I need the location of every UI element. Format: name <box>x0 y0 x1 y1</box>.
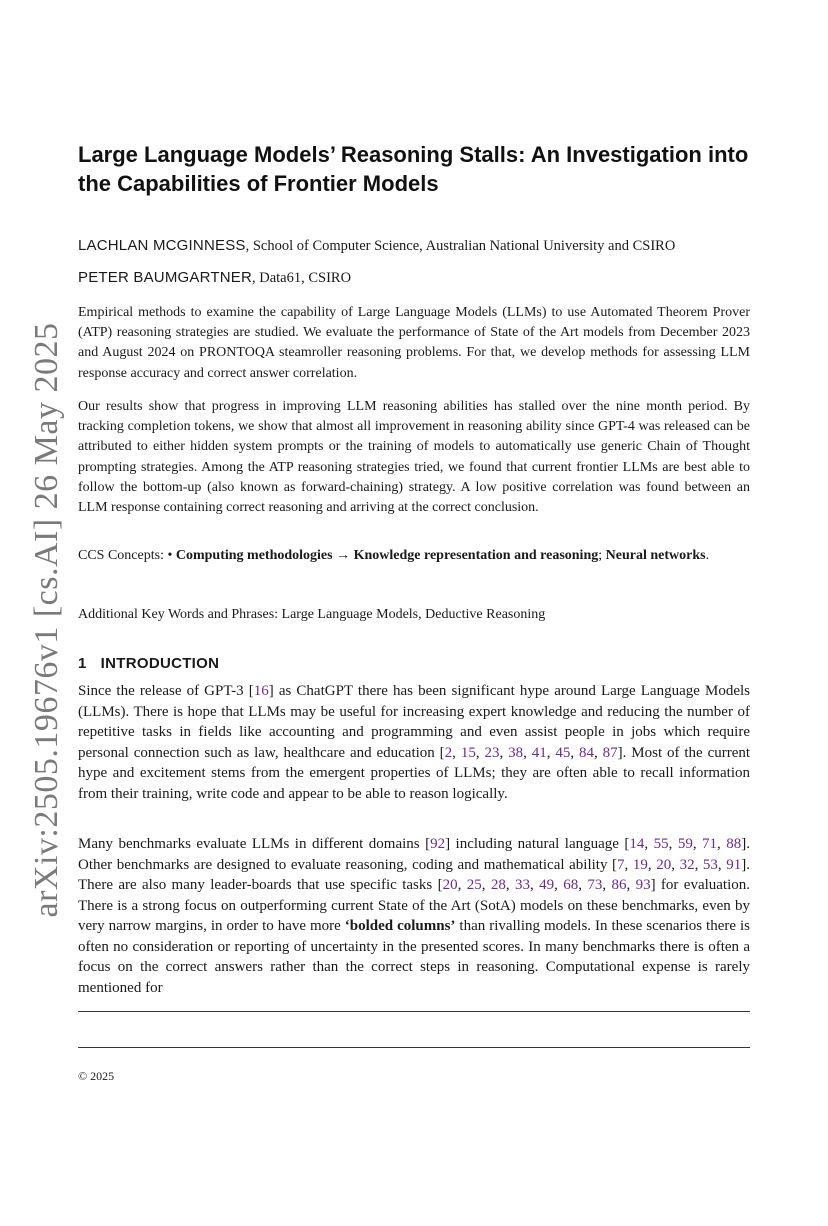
intro-paragraph: Many benchmarks evaluate LLMs in different domains [92] including natural language [14, 55, 59, 71, 88]. Other benchmarks are designed to evaluate reasoning, coding and mathematical ability [7, 19, 20, 32, 53, 91]. There are also many leader-boards that use specific tasks [20, 25, 28, 33, 49, 68, 73, 86, 93] for evaluation. There is a strong focus on outperforming current State of the Art (SotA) models on these benchmarks, even by very narrow margins, in order to have more ‘bolded columns’ than rivalling models. In these scenarios there is often no consideration or reporting of uncertainty in the presented scores. In many benchmarks there is often a focus on the correct answers rather than the correct steps in reasoning. Computational expense is rarely mentioned for <box>78 836 751 996</box>
citation-list: 7, 19, 20, 32, 53, 91 <box>617 856 742 873</box>
citation-list <box>430 836 445 852</box>
ccs-concept: Computing methodologies <box>175 548 333 563</box>
citation-link[interactable]: 59 <box>677 836 693 852</box>
ccs-concept: Knowledge representation and reasoning <box>353 548 599 563</box>
citation-list: 14, 55, 59, 71, 88 <box>629 836 742 852</box>
citation-link[interactable]: 16 <box>253 683 269 699</box>
author-name: PETER BAUMGARTNER <box>78 269 252 286</box>
citation-link[interactable]: 19 <box>632 856 648 873</box>
intro-paragraph: Since the release of GPT-3 [16] as ChatGPT there has been significant hype around Large Language Models (LLMs). There is hope that LLMs may be useful for increasing expert knowledge and reducing the number of repetitive tasks in fields like accounting and programming and even assist people in jobs which require personal connection such as law, healthcare and education [2, 15, 23, 38, 41, 45, 84, 87]. Most of the current hype and excitement stems from the emergent properties of LLMs; they are often able to recall information from their training, write code and appear to be able to reason logically. <box>78 683 751 802</box>
citation-link[interactable]: 45 <box>555 744 571 761</box>
citation-link[interactable]: 32 <box>679 856 695 873</box>
citation-link[interactable]: 20 <box>442 877 458 893</box>
citation-link[interactable]: 20 <box>656 856 672 873</box>
author-line <box>78 268 351 288</box>
abstract-paragraph: Empirical methods to examine the capability of Large Language Models (LLMs) to use Automated Theorem Prover (ATP) reasoning strategies are studied. We evaluate the performance of State of the Art models from December 2023 and August 2024 on PRONTOQA steamroller reasoning problems. For that, we develop methods for assessing LLM response accuracy and correct answer correlation. <box>78 305 750 381</box>
citation-link[interactable]: 15 <box>460 744 476 761</box>
citation-link[interactable]: 28 <box>490 877 506 893</box>
ccs-concepts <box>78 546 750 566</box>
citation-list: 2, 15, 23, 38, 41, 45, 84, 87 <box>444 744 618 761</box>
citation-link[interactable]: 87 <box>602 744 618 761</box>
citation-link[interactable]: 55 <box>653 836 669 852</box>
citation-link[interactable]: 84 <box>579 744 595 761</box>
ccs-label: CCS Concepts: • <box>78 548 176 563</box>
citation-link[interactable]: 53 <box>702 856 718 873</box>
citation-link[interactable]: 91 <box>726 856 742 873</box>
ccs-concept: Neural networks <box>605 548 706 563</box>
citation-link[interactable]: 68 <box>563 877 579 893</box>
bold-phrase: ‘bolded columns’ <box>344 918 456 934</box>
citation-link[interactable]: 14 <box>629 836 645 852</box>
abstract-paragraph: Our results show that progress in improving LLM reasoning abilities has stalled over the nine month period. By tracking completion tokens, we show that almost all improvement in reasoning ability since GPT-4 was released can be attributed to either hidden system prompts or the training of models to automatically use generic Chain of Thought prompting strategies. Among the ATP reasoning strategies tried, we found that current frontier LLMs are best able to follow the bottom-up (also known as forward-chaining) strategy. A low positive correlation was found between an LLM response containing correct reasoning and arriving at the correct conclusion. <box>78 399 750 516</box>
citation-link[interactable]: 73 <box>587 877 603 893</box>
citation-list: 20, 25, 28, 33, 49, 68, 73, 86, 93 <box>442 877 651 893</box>
author-affiliation: , Data61, CSIRO <box>251 270 352 286</box>
citation-link[interactable]: 23 <box>484 744 500 761</box>
author-name: LACHLAN MCGINNESS <box>78 237 246 254</box>
author-affiliation: , School of Computer Science, Australian National University and CSIRO <box>245 238 676 254</box>
citation-link[interactable]: 93 <box>635 877 651 893</box>
citation-link[interactable]: 92 <box>430 836 446 852</box>
citation-link[interactable]: 7 <box>617 856 625 873</box>
paper-title: Large Language Models’ Reasoning Stalls: An Investigation into the Capabilities of Frontier Models <box>78 142 749 196</box>
ccs-end: . <box>705 548 710 563</box>
copyright-notice: © 2025 <box>78 1069 115 1083</box>
footnote-rule <box>78 1011 750 1012</box>
citation-link[interactable]: 25 <box>466 877 482 893</box>
citation-link[interactable]: 49 <box>539 877 555 893</box>
citation-link[interactable]: 88 <box>726 836 742 852</box>
citation-link[interactable]: 41 <box>531 744 547 761</box>
ccs-arrow: → <box>332 548 354 563</box>
author-line <box>78 236 675 256</box>
citation-link[interactable]: 71 <box>702 836 718 852</box>
citation-link[interactable]: 38 <box>508 744 524 761</box>
keywords: Additional Key Words and Phrases: Large Language Models, Deductive Reasoning <box>78 607 546 622</box>
citation-link[interactable]: 86 <box>611 877 627 893</box>
section-number: 1 <box>78 655 87 672</box>
section-title: INTRODUCTION <box>100 655 220 672</box>
arxiv-watermark: arXiv:2505.19676v1 [cs.AI] 26 May 2025 <box>28 322 65 918</box>
ccs-separator: ; <box>598 548 606 563</box>
section-heading <box>78 655 219 672</box>
citation-link[interactable]: 33 <box>514 877 530 893</box>
footnote-rule <box>78 1047 750 1048</box>
citation-link[interactable]: 2 <box>444 744 453 761</box>
